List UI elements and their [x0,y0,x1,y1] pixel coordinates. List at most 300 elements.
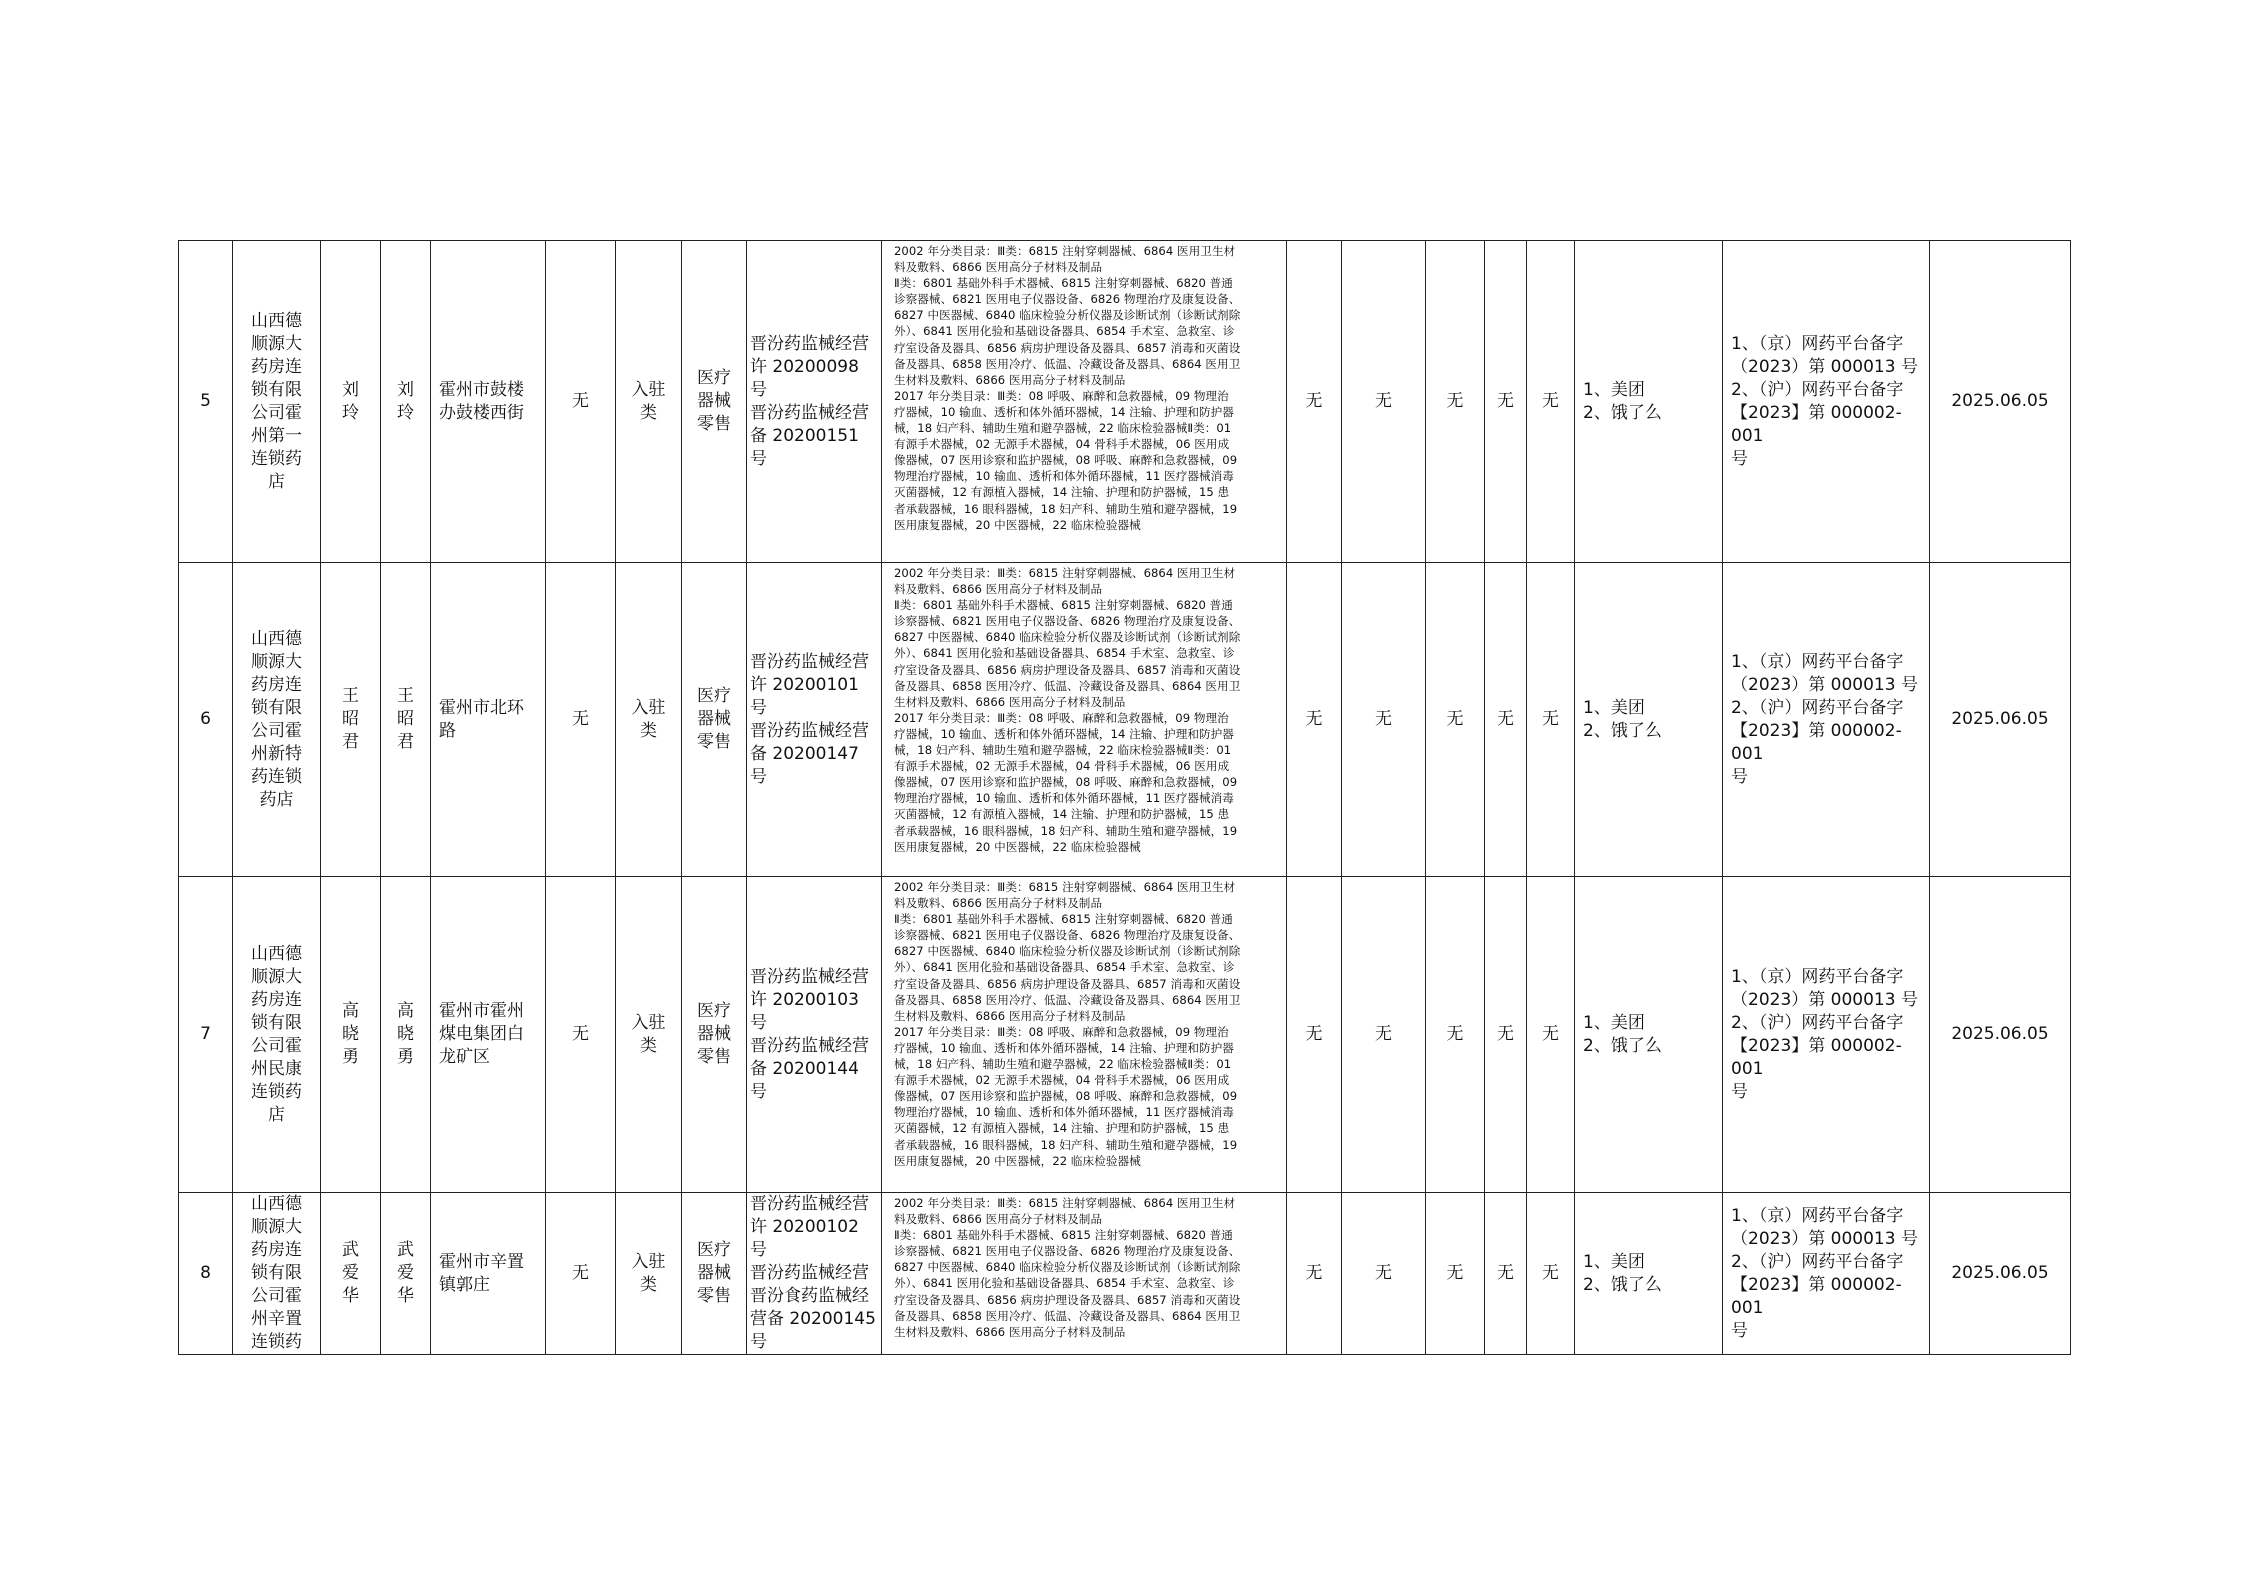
person-in-charge [381,241,431,563]
platform-filing-line: 2、（沪）网药平台备字 [1731,379,1904,400]
cell-col13 [1426,1193,1485,1355]
cell-col6-text: 无 [572,1263,589,1283]
platform-filing-line: 【2023】第 000002-001 [1731,1274,1902,1318]
company-name-line: 公司霍 [251,720,302,741]
platform-filing-line: 【2023】第 000002-001 [1731,720,1902,764]
scope-line: 疗器械，10 输血、透析和体外循环器械，14 注输、护理和防护器 [894,726,1234,741]
cell-col13-text: 无 [1446,1024,1464,1044]
company-name-line: 锁有限 [251,1263,302,1283]
platform-filing-line: 2、（沪）网药平台备字 [1731,1251,1904,1272]
cell-col13-text: 无 [1446,1263,1464,1283]
cell-col6 [546,241,616,563]
cell-col11-text: 无 [1305,1263,1323,1283]
address-line: 龙矿区 [439,1047,490,1067]
scope-line: 物理治疗器械，10 输血、透析和体外循环器械，11 医疗器械消毒 [894,791,1234,806]
row-index [179,877,233,1193]
row-index [179,241,233,563]
legal-representative-line: 华 [342,1286,359,1306]
entry-type-line: 类 [640,402,657,423]
legal-representative-line: 勇 [342,1047,359,1067]
cell-col11 [1287,1193,1342,1355]
scope-line: 生材料及敷料、6866 医用高分子材料及制品 [894,1324,1126,1339]
scope-line: 外）、6841 医用化验和基础设备器具、6854 手术室、急救室、诊 [894,960,1235,975]
license-numbers-line: 许 20200101 号 [750,674,859,718]
company-name-line: 药房连 [251,356,302,377]
entry-type-line: 入驻 [631,1012,666,1033]
scope-line: 像器械，07 医用诊察和监护器械，08 呼吸、麻醉和急救器械，09 [894,775,1238,790]
scope-line: 物理治疗器械，10 输血、透析和体外循环器械，11 医疗器械消毒 [894,469,1234,484]
scope-line: 疗室设备及器具、6856 病房护理设备及器具、6857 消毒和灭菌设 [894,1292,1241,1307]
scope-line: 医用康复器械，20 中医器械，22 临床检验器械 [894,517,1141,532]
entry-type-line: 入驻 [631,379,666,400]
scope-line: 疗器械，10 输血、透析和体外循环器械，14 注输、护理和防护器 [894,404,1234,419]
cell-col11 [1287,241,1342,563]
cell-col6-text: 无 [572,709,589,729]
table-row [179,877,2071,1193]
company-name-line: 山西德 [251,310,302,331]
company-name-line: 公司霍 [251,1035,302,1056]
address-line: 镇郭庄 [439,1274,490,1295]
scope-line: Ⅱ类：6801 基础外科手术器械、6815 注射穿刺器械、6820 普通 [894,1228,1233,1243]
person-in-charge-line: 君 [397,732,414,752]
scope-line: 有源手术器械，02 无源手术器械，04 骨科手术器械，06 医用成 [894,1073,1230,1088]
platform-filing-line: （2023）第 000013 号 [1731,989,1918,1010]
business-type-line: 零售 [697,1286,731,1306]
company-name-line: 连锁药 [251,1332,302,1352]
legal-representative [321,241,381,563]
cell-col6-text: 无 [572,1024,589,1044]
scope-line: 2002 年分类目录：Ⅲ类：6815 注射穿刺器械、6864 医用卫生材 [894,566,1236,580]
person-in-charge-line: 晓 [397,1024,414,1044]
license-numbers [747,1193,882,1355]
row-index [179,1193,233,1355]
cell-col14 [1485,1193,1527,1355]
scope-line: 2017 年分类目录：Ⅲ类：08 呼吸、麻醉和急救器械，09 物理治 [894,1024,1229,1039]
cell-col15-text: 无 [1542,391,1559,411]
address-line: 霍州市霍州 [439,1001,524,1021]
person-in-charge-line: 玲 [397,402,414,423]
cell-col11-text: 无 [1305,391,1323,411]
company-name-line: 药连锁 [251,766,302,787]
delivery-platforms [1575,563,1723,877]
platform-filing-line: （2023）第 000013 号 [1731,1228,1918,1249]
filing-date-text: 2025.06.05 [1951,709,2049,729]
scope-line: 生材料及敷料、6866 医用高分子材料及制品 [894,372,1126,387]
person-in-charge [381,563,431,877]
scope-line: 备及器具、6858 医用冷疗、低温、冷藏设备及器具、6864 医用卫 [894,678,1241,693]
entry-type-line: 类 [640,720,657,741]
scope-line: Ⅱ类：6801 基础外科手术器械、6815 注射穿刺器械、6820 普通 [894,276,1233,291]
row-index-text: 6 [200,709,211,729]
scope-line: 6827 中医器械、6840 临床检验分析仪器及诊断试剂（诊断试剂除 [894,630,1241,645]
platform-filing [1723,563,1930,877]
address [431,241,546,563]
address-line: 霍州市北环 [439,697,524,718]
license-numbers-line: 备 20200147 号 [750,743,859,787]
license-numbers-line: 许 20200103 号 [750,989,859,1033]
delivery-platforms-line: 2、饿了么 [1583,720,1662,741]
scope-line: 有源手术器械，02 无源手术器械，04 骨科手术器械，06 医用成 [894,759,1230,774]
row-index-text: 8 [200,1263,211,1283]
row-index [179,563,233,877]
scope-line: 备及器具、6858 医用冷疗、低温、冷藏设备及器具、6864 医用卫 [894,1308,1241,1323]
company-name-line: 连锁药 [251,1081,302,1102]
cell-col14 [1485,563,1527,877]
license-numbers-line: 备 20200144 号 [750,1058,859,1102]
company-name-line: 药房连 [251,674,302,695]
license-numbers-line: 许 20200102 号 [750,1217,859,1260]
scope-line: 外）、6841 医用化验和基础设备器具、6854 手术室、急救室、诊 [894,646,1235,661]
platform-filing [1723,1193,1930,1355]
platform-filing-line: 号 [1731,766,1748,787]
license-numbers-line: 晋汾药监械经营 [750,333,869,354]
cell-col14-text: 无 [1497,391,1514,411]
license-numbers-line: 晋汾药监械经营 [750,402,869,423]
company-name-line: 山西德 [251,1194,302,1214]
person-in-charge-line: 刘 [397,379,414,400]
scope-line: 料及敷料、6866 医用高分子材料及制品 [894,260,1103,275]
legal-representative-line: 王 [342,686,359,706]
company-name-line: 州新特 [251,743,302,764]
license-numbers-line: 号 [750,1332,767,1352]
scope-line: 生材料及敷料、6866 医用高分子材料及制品 [894,694,1126,709]
license-numbers-line: 晋汾药监械经营 [750,1263,869,1283]
platform-filing-line: （2023）第 000013 号 [1731,674,1918,695]
company-name [233,877,321,1193]
company-name [233,1193,321,1355]
cell-col12 [1342,241,1426,563]
filing-date [1930,563,2071,877]
company-name-line: 顺源大 [251,966,302,987]
business-type-line: 医疗 [697,368,731,388]
address-line: 霍州市辛置 [439,1251,524,1272]
scope-line: 物理治疗器械，10 输血、透析和体外循环器械，11 医疗器械消毒 [894,1105,1234,1120]
entry-type-line: 类 [640,1274,657,1295]
cell-col14-text: 无 [1497,1263,1514,1283]
business-scope [882,241,1287,563]
business-type-line: 医疗 [697,1240,731,1260]
legal-representative-line: 昭 [342,709,359,729]
person-in-charge [381,1193,431,1355]
cell-col6 [546,1193,616,1355]
address [431,1193,546,1355]
platform-filing-line: 号 [1731,1081,1748,1102]
platform-filing-line: 号 [1731,1320,1748,1341]
cell-col14 [1485,877,1527,1193]
company-name-line: 店 [268,1104,285,1125]
address [431,563,546,877]
business-type-line: 器械 [697,709,731,729]
legal-representative-line: 君 [342,732,359,752]
business-scope [882,1193,1287,1355]
scope-line: 械，18 妇产科、辅助生殖和避孕器械，22 临床检验器械Ⅱ类：01 [894,743,1232,758]
scope-line: Ⅱ类：6801 基础外科手术器械、6815 注射穿刺器械、6820 普通 [894,912,1233,927]
cell-col15 [1527,241,1575,563]
scope-line: 者承载器械，16 眼科器械，18 妇产科、辅助生殖和避孕器械，19 [894,1137,1238,1152]
license-numbers-line: 晋汾药监械经营 [750,1194,869,1214]
cell-col15-text: 无 [1542,709,1559,729]
cell-col14-text: 无 [1497,709,1514,729]
cell-col15-text: 无 [1542,1263,1559,1283]
legal-representative-line: 武 [342,1240,359,1260]
scope-line: 有源手术器械，02 无源手术器械，04 骨科手术器械，06 医用成 [894,437,1230,452]
platform-filing-line: （2023）第 000013 号 [1731,356,1918,377]
company-name-line: 山西德 [251,628,302,649]
scope-line: 疗室设备及器具、6856 病房护理设备及器具、6857 消毒和灭菌设 [894,976,1241,991]
delivery-platforms-line: 1、美团 [1583,1012,1645,1033]
person-in-charge-line: 勇 [397,1047,414,1067]
company-name-line: 顺源大 [251,1217,302,1237]
cell-col15 [1527,1193,1575,1355]
scope-line: 外）、6841 医用化验和基础设备器具、6854 手术室、急救室、诊 [894,324,1235,339]
person-in-charge-line: 爱 [397,1263,414,1283]
delivery-platforms-line: 1、美团 [1583,379,1645,400]
company-name-line: 公司霍 [251,1286,302,1306]
scope-line: 2002 年分类目录：Ⅲ类：6815 注射穿刺器械、6864 医用卫生材 [894,244,1236,258]
company-name-line: 药房连 [251,989,302,1010]
business-type-line: 医疗 [697,686,731,706]
company-name [233,241,321,563]
scope-line: 诊察器械、6821 医用电子仪器设备、6826 物理治疗及康复设备、 [894,1244,1241,1259]
scope-line: 2002 年分类目录：Ⅲ类：6815 注射穿刺器械、6864 医用卫生材 [894,1196,1236,1210]
cell-col13-text: 无 [1446,709,1464,729]
scope-line: 像器械，07 医用诊察和监护器械，08 呼吸、麻醉和急救器械，09 [894,453,1238,468]
filing-date [1930,241,2071,563]
entry-type-line: 类 [640,1035,657,1056]
company-name-line: 顺源大 [251,333,302,354]
platform-filing-line: 2、（沪）网药平台备字 [1731,1012,1904,1033]
license-numbers-line: 晋汾药监械经营 [750,966,869,987]
delivery-platforms [1575,877,1723,1193]
license-numbers-line: 晋汾药监械经营 [750,1035,869,1056]
cell-col12 [1342,563,1426,877]
company-name-line: 公司霍 [251,402,302,423]
platform-filing [1723,877,1930,1193]
legal-representative [321,877,381,1193]
business-type-line: 医疗 [697,1001,731,1021]
person-in-charge-line: 武 [397,1240,414,1260]
entry-type-line: 入驻 [631,697,666,718]
business-type-line: 零售 [697,1047,731,1067]
scope-line: 外）、6841 医用化验和基础设备器具、6854 手术室、急救室、诊 [894,1276,1235,1291]
cell-col13-text: 无 [1446,391,1464,411]
business-type-line: 器械 [697,1263,731,1283]
table-row [179,563,2071,877]
scope-line: 6827 中医器械、6840 临床检验分析仪器及诊断试剂（诊断试剂除 [894,1260,1241,1275]
company-name-line: 州辛置 [251,1309,302,1329]
delivery-platforms-line: 2、饿了么 [1583,1035,1662,1056]
delivery-platforms [1575,1193,1723,1355]
company-name [233,563,321,877]
legal-representative-line: 晓 [342,1024,359,1044]
delivery-platforms-line: 1、美团 [1583,697,1645,718]
scope-line: 疗器械，10 输血、透析和体外循环器械，14 注输、护理和防护器 [894,1040,1234,1055]
scope-line: 像器械，07 医用诊察和监护器械，08 呼吸、麻醉和急救器械，09 [894,1089,1238,1104]
scope-line: 生材料及敷料、6866 医用高分子材料及制品 [894,1008,1126,1023]
filing-date [1930,1193,2071,1355]
person-in-charge [381,877,431,1193]
platform-filing-line: 1、（京）网药平台备字 [1731,333,1904,354]
scope-line: 灭菌器械，12 有源植入器械，14 注输、护理和防护器械，15 患 [894,807,1230,822]
delivery-platforms-line: 2、饿了么 [1583,1274,1662,1295]
filing-date-text: 2025.06.05 [1951,1263,2049,1283]
scope-line: 备及器具、6858 医用冷疗、低温、冷藏设备及器具、6864 医用卫 [894,356,1241,371]
cell-col11 [1287,877,1342,1193]
company-name-line: 药店 [259,789,294,810]
business-scope [882,563,1287,877]
business-type [682,563,747,877]
filing-date [1930,877,2071,1193]
cell-col6 [546,877,616,1193]
company-name-line: 店 [268,471,285,492]
table-row [179,1193,2071,1355]
platform-filing-line: 2、（沪）网药平台备字 [1731,697,1904,718]
entry-type-line: 入驻 [631,1251,666,1272]
scope-line: 2017 年分类目录：Ⅲ类：08 呼吸、麻醉和急救器械，09 物理治 [894,388,1229,403]
scope-line: 6827 中医器械、6840 临床检验分析仪器及诊断试剂（诊断试剂除 [894,944,1241,959]
cell-col14-text: 无 [1497,1024,1514,1044]
platform-filing-line: 号 [1731,448,1748,469]
company-name-line: 锁有限 [251,1012,302,1033]
business-type [682,877,747,1193]
cell-col6-text: 无 [572,391,589,411]
scope-line: 料及敷料、6866 医用高分子材料及制品 [894,896,1103,911]
scope-line: Ⅱ类：6801 基础外科手术器械、6815 注射穿刺器械、6820 普通 [894,598,1233,613]
scope-line: 械，18 妇产科、辅助生殖和避孕器械，22 临床检验器械Ⅱ类：01 [894,1057,1232,1072]
scope-line: 灭菌器械，12 有源植入器械，14 注输、护理和防护器械，15 患 [894,1121,1230,1136]
platform-filing-line: 【2023】第 000002-001 [1731,402,1902,446]
entry-type [616,563,682,877]
company-name-line: 山西德 [251,943,302,964]
scope-line: 灭菌器械，12 有源植入器械，14 注输、护理和防护器械，15 患 [894,485,1230,500]
delivery-platforms [1575,241,1723,563]
row-index-text: 5 [200,391,211,411]
company-name-line: 顺源大 [251,651,302,672]
platform-filing [1723,241,1930,563]
scope-line: 诊察器械、6821 医用电子仪器设备、6826 物理治疗及康复设备、 [894,292,1241,307]
scope-line: 备及器具、6858 医用冷疗、低温、冷藏设备及器具、6864 医用卫 [894,992,1241,1007]
business-type-line: 零售 [697,732,731,752]
filing-date-text: 2025.06.05 [1951,391,2049,411]
cell-col15 [1527,877,1575,1193]
entry-type [616,877,682,1193]
legal-representative-line: 刘 [342,379,359,400]
cell-col12-text: 无 [1375,1263,1392,1283]
person-in-charge-line: 昭 [397,709,414,729]
cell-col15-text: 无 [1542,1024,1559,1044]
cell-col11-text: 无 [1305,1024,1323,1044]
scope-line: 2017 年分类目录：Ⅲ类：08 呼吸、麻醉和急救器械，09 物理治 [894,710,1229,725]
business-type [682,1193,747,1355]
cell-col11-text: 无 [1305,709,1323,729]
cell-col13 [1426,877,1485,1193]
cell-col11 [1287,563,1342,877]
business-type-line: 器械 [697,1024,731,1044]
license-numbers-line: 晋汾食药监械经 [750,1286,869,1306]
scope-line: 诊察器械、6821 医用电子仪器设备、6826 物理治疗及康复设备、 [894,928,1241,943]
entry-type [616,241,682,563]
scope-line: 料及敷料、6866 医用高分子材料及制品 [894,582,1103,597]
scope-line: 疗室设备及器具、6856 病房护理设备及器具、6857 消毒和灭菌设 [894,340,1241,355]
person-in-charge-line: 华 [397,1286,414,1306]
platform-filing-line: 1、（京）网药平台备字 [1731,966,1904,987]
company-name-line: 州第一 [251,425,302,446]
license-numbers [747,241,882,563]
scope-line: 者承载器械，16 眼科器械，18 妇产科、辅助生殖和避孕器械，19 [894,501,1238,516]
company-name-line: 药房连 [251,1240,302,1260]
scope-line: 诊察器械、6821 医用电子仪器设备、6826 物理治疗及康复设备、 [894,614,1241,629]
company-name-line: 锁有限 [251,379,302,400]
delivery-platforms-line: 1、美团 [1583,1251,1645,1272]
business-type [682,241,747,563]
cell-col13 [1426,563,1485,877]
cell-col14 [1485,241,1527,563]
address-line: 路 [439,720,456,741]
license-numbers-line: 备 20200151 号 [750,425,859,469]
scope-line: 医用康复器械，20 中医器械，22 临床检验器械 [894,839,1141,854]
license-numbers-line: 晋汾药监械经营 [750,720,869,741]
platform-filing-line: 1、（京）网药平台备字 [1731,1205,1904,1226]
cell-col12-text: 无 [1375,709,1392,729]
scope-line: 2002 年分类目录：Ⅲ类：6815 注射穿刺器械、6864 医用卫生材 [894,880,1236,894]
cell-col13 [1426,241,1485,563]
person-in-charge-line: 王 [397,686,414,706]
table-row [179,241,2071,563]
delivery-platforms-line: 2、饿了么 [1583,402,1662,423]
row-index-text: 7 [200,1024,211,1044]
cell-col12-text: 无 [1375,391,1392,411]
scope-line: 医用康复器械，20 中医器械，22 临床检验器械 [894,1153,1141,1168]
company-name-line: 连锁药 [251,448,302,469]
scope-line: 料及敷料、6866 医用高分子材料及制品 [894,1212,1103,1227]
cell-col6 [546,563,616,877]
person-in-charge-line: 高 [397,1001,414,1021]
cell-col12-text: 无 [1375,1024,1392,1044]
business-type-line: 零售 [697,414,731,434]
pharmacy-registry-table [178,240,2071,1355]
cell-col15 [1527,563,1575,877]
address [431,877,546,1193]
legal-representative-line: 高 [342,1001,359,1021]
license-numbers-line: 晋汾药监械经营 [750,651,869,672]
scope-line: 疗室设备及器具、6856 病房护理设备及器具、6857 消毒和灭菌设 [894,662,1241,677]
entry-type [616,1193,682,1355]
legal-representative-line: 爱 [342,1263,359,1283]
license-numbers-line: 许 20200098 号 [750,356,859,400]
address-line: 霍州市鼓楼 [439,379,524,400]
scope-line: 械，18 妇产科、辅助生殖和避孕器械，22 临床检验器械Ⅱ类：01 [894,421,1232,436]
license-numbers [747,563,882,877]
business-type-line: 器械 [697,391,731,411]
legal-representative [321,1193,381,1355]
filing-date-text: 2025.06.05 [1951,1024,2049,1044]
platform-filing-line: 【2023】第 000002-001 [1731,1035,1902,1079]
address-line: 办鼓楼西街 [439,402,524,423]
legal-representative-line: 玲 [342,402,359,423]
scope-line: 者承载器械，16 眼科器械，18 妇产科、辅助生殖和避孕器械，19 [894,823,1238,838]
license-numbers [747,877,882,1193]
cell-col12 [1342,1193,1426,1355]
company-name-line: 州民康 [251,1058,302,1079]
scope-line: 6827 中医器械、6840 临床检验分析仪器及诊断试剂（诊断试剂除 [894,308,1241,323]
legal-representative [321,563,381,877]
cell-col12 [1342,877,1426,1193]
business-scope [882,877,1287,1193]
address-line: 煤电集团白 [439,1024,524,1044]
company-name-line: 锁有限 [251,697,302,718]
platform-filing-line: 1、（京）网药平台备字 [1731,651,1904,672]
license-numbers-line: 营备 20200145 [750,1309,876,1329]
